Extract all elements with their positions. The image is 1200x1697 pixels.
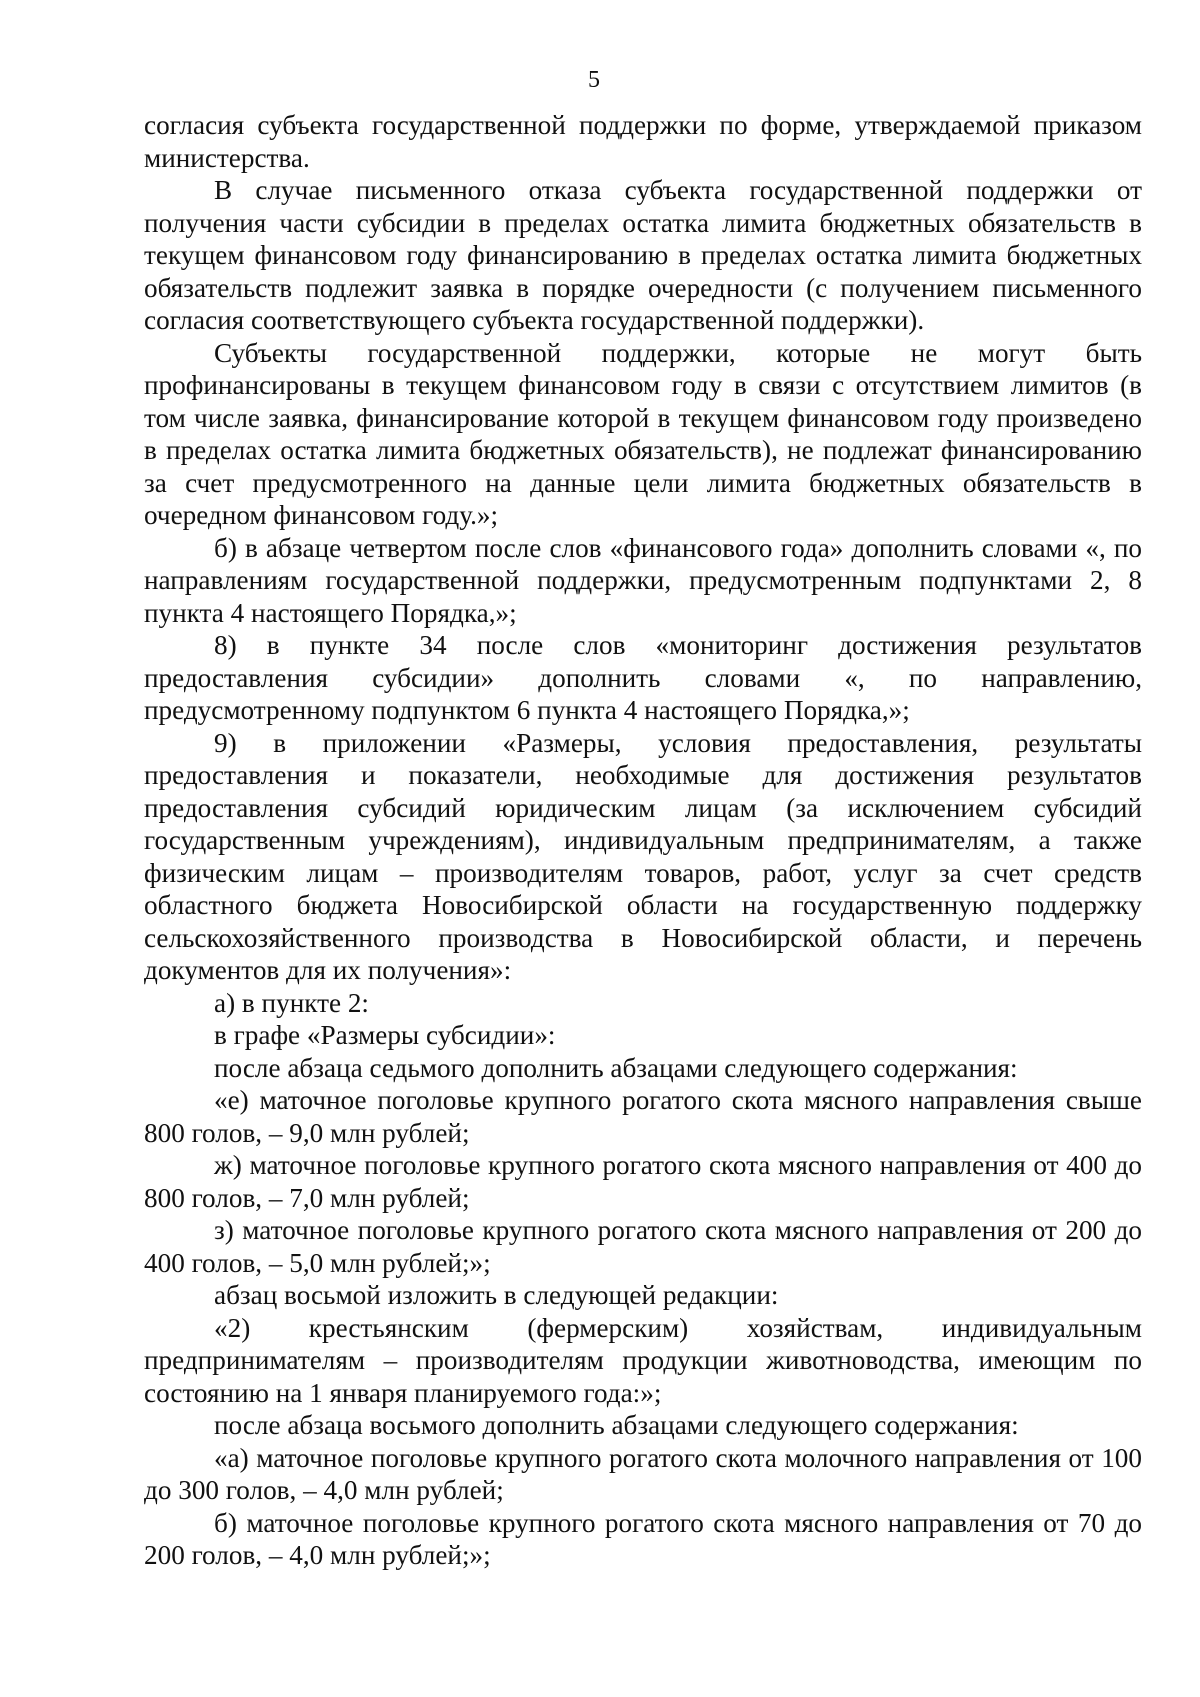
document-body [144, 109, 1142, 1572]
paragraph: б) маточное поголовье крупного рогатого скота мясного направления от 70 до 200 голов, – 4,0 млн рублей;»; [144, 1507, 1142, 1570]
paragraph: 9) в приложении «Размеры, условия предоставления, результаты предоставления и показатели, необходимые для достижения результатов предоставления субсидий юридическим лицам (за исключением субсидий государственным учреждениям), индивидуальным предпринимателям, а также физическим лицам – производителям товаров, работ, услуг за счет средств областного бюджета Новосибирской области на государственную поддержку сельскохозяйственного производства в Новосибирской области, и перечень документов для их получения»: [144, 727, 1142, 985]
paragraph: в графе «Размеры субсидии»: [214, 1020, 556, 1050]
page-number: 5 [588, 67, 600, 93]
paragraph: а) в пункте 2: [214, 987, 369, 1018]
paragraph: «2) крестьянским (фермерским) хозяйствам, индивидуальным предпринимателям – производителям продукции животноводства, имеющим по состоянию на 1 января планируемого года:»; [144, 1312, 1142, 1408]
paragraph: В случае письменного отказа субъекта государственной поддержки от получения части субсидии в пределах остатка лимита бюджетных обязательств в текущем финансовом году финансированию в пределах остатка лимита бюджетных обязательств подлежит заявка в порядке очередности (с получением письменного согласия соответствующего субъекта государственной поддержки). [144, 175, 1142, 335]
paragraph: «е) маточное поголовье крупного рогатого скота мясного направления свыше 800 голов, – 9,0 млн рублей; [144, 1085, 1142, 1148]
paragraph: з) маточное поголовье крупного рогатого скота мясного направления от 200 до 400 голов, – 5,0 млн рублей;»; [144, 1215, 1142, 1278]
paragraph: абзац восьмой изложить в следующей редакции: [214, 1280, 779, 1310]
paragraph: ж) маточное поголовье крупного рогатого скота мясного направления от 400 до 800 голов, – 7,0 млн рублей; [144, 1150, 1142, 1213]
paragraph: после абзаца седьмого дополнить абзацами следующего содержания: [214, 1052, 1018, 1083]
paragraph: согласия субъекта государственной поддержки по форме, утверждаемой приказом министерства. [144, 110, 1142, 173]
paragraph: Субъекты государственной поддержки, которые не могут быть профинансированы в текущем финансовом году в связи с отсутствием лимитов (в том числе заявка, финансирование которой в текущем финансовом году произведено в пределах остатка лимита бюджетных обязательств), не подлежат финансированию за счет предусмотренного на данные цели лимита бюджетных обязательств в очередном финансовом году.»; [144, 337, 1142, 530]
paragraph: б) в абзаце четвертом после слов «финансового года» дополнить словами «, по направлениям государственной поддержки, предусмотренным подпунктами 2, 8 пункта 4 настоящего Порядка,»; [144, 532, 1142, 628]
paragraph: после абзаца восьмого дополнить абзацами следующего содержания: [214, 1410, 1019, 1440]
paragraph: 8) в пункте 34 после слов «мониторинг достижения результатов предоставления субсидии» дополнить словами «, по направлению, предусмотренному подпунктом 6 пункта 4 настоящего Порядка,»; [144, 630, 1142, 725]
paragraph: «а) маточное поголовье крупного рогатого скота молочного направления от 100 до 300 голов, – 4,0 млн рублей; [144, 1442, 1142, 1505]
